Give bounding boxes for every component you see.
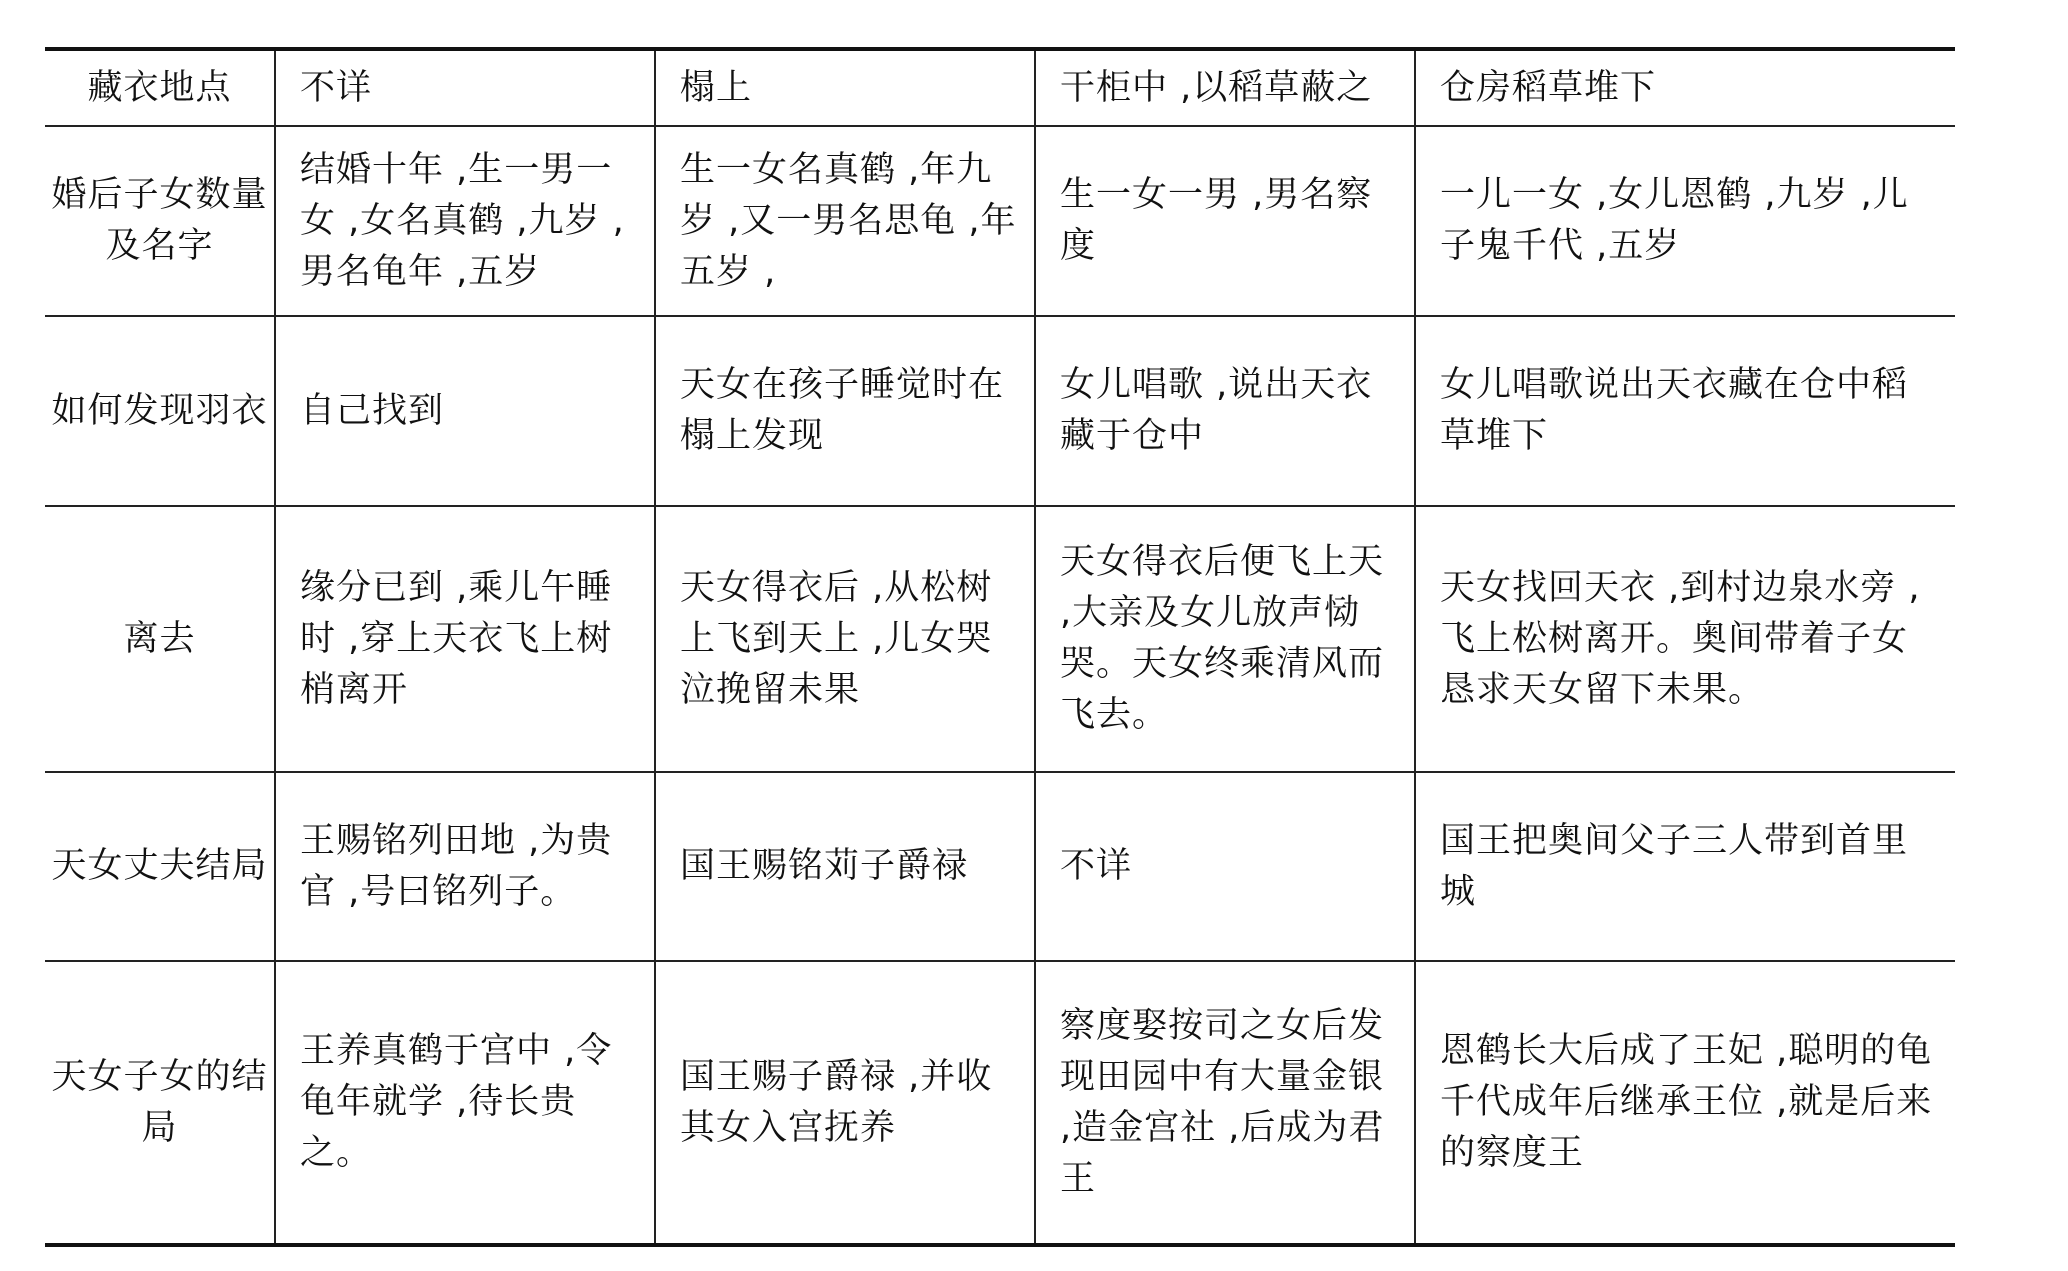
table-cell: 天女找回天衣 ,到村边泉水旁 ,飞上松树离开。奥间带着子女恳求天女留下未果。	[1415, 506, 1955, 772]
table-cell: 缘分已到 ,乘儿午睡时 ,穿上天衣飞上树梢离开	[275, 506, 655, 772]
row-label: 天女子女的结局	[45, 961, 275, 1245]
table-cell: 天女得衣后便飞上天 ,大亲及女儿放声恸哭。天女终乘清风而飞去。	[1035, 506, 1415, 772]
table-cell: 榻上	[655, 49, 1035, 126]
table-cell: 生一女名真鹤 ,年九岁 ,又一男名思龟 ,年五岁 ,	[655, 126, 1035, 316]
table-cell: 天女在孩子睡觉时在榻上发现	[655, 316, 1035, 506]
table-cell: 国王把奥间父子三人带到首里城	[1415, 772, 1955, 961]
table-cell: 干柜中 ,以稻草蔽之	[1035, 49, 1415, 126]
table-cell: 不详	[1035, 772, 1415, 961]
table-row-discovery	[45, 316, 1955, 506]
table-row-husband-fate	[45, 772, 1955, 961]
table-cell: 天女得衣后 ,从松树上飞到天上 ,儿女哭泣挽留未果	[655, 506, 1035, 772]
table-row-hiding-place	[45, 49, 1955, 126]
row-label: 天女丈夫结局	[45, 772, 275, 961]
comparison-table	[45, 47, 1955, 1247]
table-cell: 不详	[275, 49, 655, 126]
table-cell: 一儿一女 ,女儿恩鹤 ,九岁 ,儿子鬼千代 ,五岁	[1415, 126, 1955, 316]
table-cell: 国王赐子爵禄 ,并收其女入宫抚养	[655, 961, 1035, 1245]
table-row-children-fate	[45, 961, 1955, 1245]
table-cell: 生一女一男 ,男名察度	[1035, 126, 1415, 316]
table-cell: 女儿唱歌 ,说出天衣藏于仓中	[1035, 316, 1415, 506]
row-label: 如何发现羽衣	[45, 316, 275, 506]
table-cell: 仓房稻草堆下	[1415, 49, 1955, 126]
table-cell: 王赐铭列田地 ,为贵官 ,号曰铭列子。	[275, 772, 655, 961]
table-cell: 恩鹤长大后成了王妃 ,聪明的龟千代成年后继承王位 ,就是后来的察度王	[1415, 961, 1955, 1245]
table-cell: 国王赐铭苅子爵禄	[655, 772, 1035, 961]
table-row-children	[45, 126, 1955, 316]
table-cell: 结婚十年 ,生一男一女 ,女名真鹤 ,九岁 ,男名龟年 ,五岁	[275, 126, 655, 316]
table-cell: 察度娶按司之女后发现田园中有大量金银 ,造金宫社 ,后成为君王	[1035, 961, 1415, 1245]
row-label: 婚后子女数量及名字	[45, 126, 275, 316]
table-cell: 女儿唱歌说出天衣藏在仓中稻草堆下	[1415, 316, 1955, 506]
row-label: 藏衣地点	[45, 49, 275, 126]
table-cell: 王养真鹤于宫中 ,令龟年就学 ,待长贵之。	[275, 961, 655, 1245]
table-cell: 自己找到	[275, 316, 655, 506]
table-row-departure	[45, 506, 1955, 772]
row-label: 离去	[45, 506, 275, 772]
